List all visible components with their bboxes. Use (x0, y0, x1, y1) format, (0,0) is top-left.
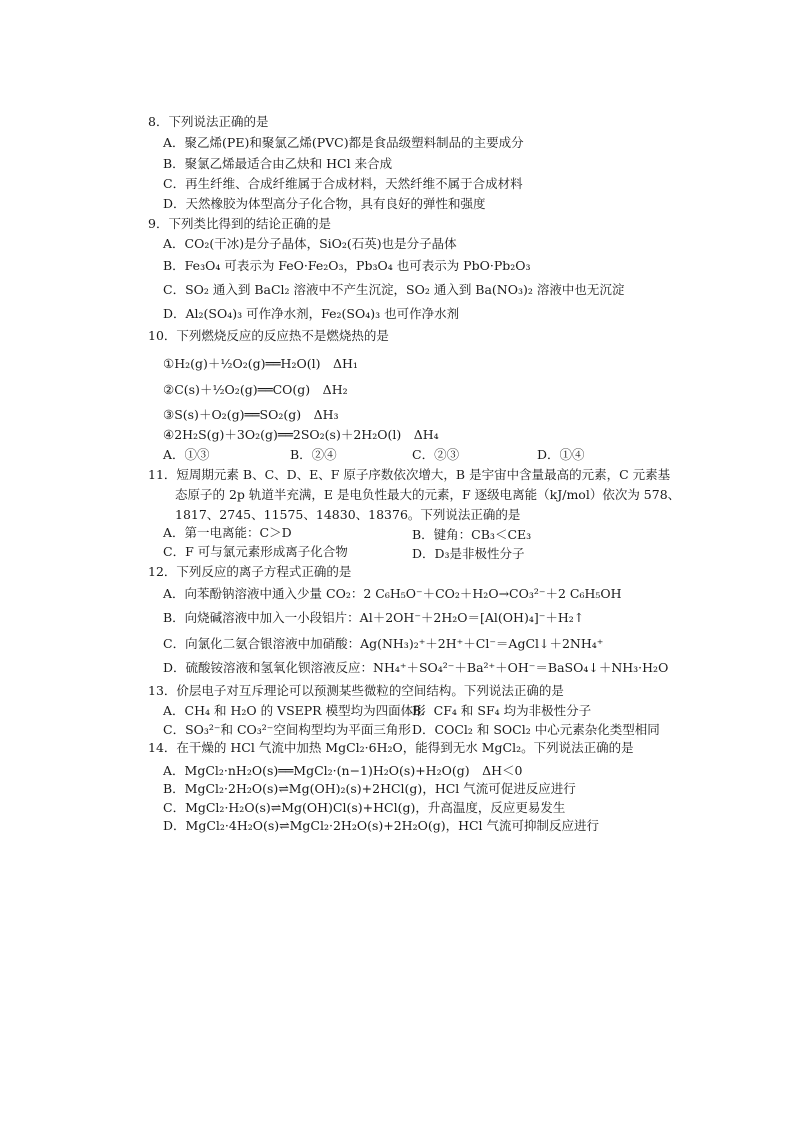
q9-option-c: C．SO₂ 通入到 BaCl₂ 溶液中不产生沉淀，SO₂ 通入到 Ba(NO₃)₂ 溶液中也无沉淀 (163, 282, 625, 297)
q10-option-b: B．②④ (290, 447, 337, 462)
q10-reaction-2: ②C(s)＋½O₂(g)══CO(g) ΔH₂ (163, 382, 348, 397)
q11-option-a: A．第一电离能：C＞D (163, 525, 292, 540)
q13-option-b: B．CF₄ 和 SF₄ 均为非极性分子 (412, 703, 592, 718)
q12-option-c: C．向氯化二氨合银溶液中加硝酸：Ag(NH₃)₂⁺＋2H⁺＋Cl⁻＝AgCl↓＋2NH₄⁺ (163, 636, 604, 651)
q12-option-d: D．硫酸铵溶液和氢氧化钡溶液反应：NH₄⁺＋SO₄²⁻＋Ba²⁺＋OH⁻＝BaSO₄↓＋NH₃·H₂O (163, 660, 669, 675)
q9-option-b: B．Fe₃O₄ 可表示为 FeO·Fe₂O₃，Pb₃O₄ 也可表示为 PbO·Pb₂O₃ (163, 258, 531, 273)
q13-option-d: D．COCl₂ 和 SOCl₂ 中心元素杂化类型相同 (412, 722, 660, 737)
q10-option-d: D．①④ (537, 447, 585, 462)
q14-option-a: A．MgCl₂·nH₂O(s)══MgCl₂·(n−1)H₂O(s)+H₂O(g) ΔH＜0 (163, 763, 523, 778)
q8-option-d: D．天然橡胶为体型高分子化合物，具有良好的弹性和强度 (163, 196, 486, 211)
q10-stem-text: 10．下列燃烧反应的反应热不是燃烧热的是 (148, 328, 389, 343)
q11-stem-line-2: 态原子的 2p 轨道半充满，E 是电负性最大的元素，F 逐级电离能（kJ/mol）依次为 578、 (175, 487, 681, 502)
q10-option-a: A．①③ (163, 447, 210, 462)
q10-reaction-3: ③S(s)＋O₂(g)══SO₂(g) ΔH₃ (163, 407, 339, 422)
q11-option-d: D．D₃是非极性分子 (412, 546, 525, 561)
q10-reaction-1: ①H₂(g)＋½O₂(g)══H₂O(l) ΔH₁ (163, 356, 358, 371)
q10-stem (148, 328, 389, 344)
q8-stem: 8．下列说法正确的是 (148, 114, 269, 129)
q12-option-a: A．向苯酚钠溶液中通入少量 CO₂：2 C₆H₅O⁻＋CO₂＋H₂O→CO₃²⁻＋2 C₆H₅OH (163, 586, 622, 601)
q8-option-c: C．再生纤维、合成纤维属于合成材料，天然纤维不属于合成材料 (163, 176, 523, 191)
q14-option-b: B．MgCl₂·2H₂O(s)⇌Mg(OH)₂(s)+2HCl(g)，HCl 气流可促进反应进行 (163, 781, 576, 796)
q9-option-d: D．Al₂(SO₄)₃ 可作净水剂，Fe₂(SO₄)₃ 也可作净水剂 (163, 306, 460, 321)
q14-stem: 14．在干燥的 HCl 气流中加热 MgCl₂·6H₂O，能得到无水 MgCl₂。下列说法正确的是 (148, 740, 634, 755)
q11-option-c: C．F 可与氯元素形成离子化合物 (163, 544, 348, 559)
q14-option-c: C．MgCl₂·H₂O(s)⇌Mg(OH)Cl(s)+HCl(g)，升高温度，反应更易发生 (163, 800, 566, 815)
q12-stem: 12．下列反应的离子方程式正确的是 (148, 564, 352, 579)
q8-option-b: B．聚氯乙烯最适合由乙炔和 HCl 来合成 (163, 156, 393, 171)
q11-stem-line-1: 11．短周期元素 B、C、D、E、F 原子序数依次增大，B 是宇宙中含量最高的元素，C 元素基 (148, 467, 671, 482)
q10-reaction-4: ④2H₂S(g)＋3O₂(g)══2SO₂(s)＋2H₂O(l) ΔH₄ (163, 427, 439, 442)
q14-option-d: D．MgCl₂·4H₂O(s)⇌MgCl₂·2H₂O(s)+2H₂O(g)，HCl 气流可抑制反应进行 (163, 818, 600, 833)
q11-stem-line-3: 1817、2745、11575、14830、18376。下列说法正确的是 (175, 507, 521, 522)
q13-option-c: C．SO₃²⁻和 CO₃²⁻空间构型均为平面三角形 (163, 722, 411, 737)
q13-option-a: A．CH₄ 和 H₂O 的 VSEPR 模型均为四面体形 (163, 703, 426, 718)
q8-option-a: A．聚乙烯(PE)和聚氯乙烯(PVC)都是食品级塑料制品的主要成分 (163, 135, 524, 150)
q10-option-c: C．②③ (412, 447, 460, 462)
q12-option-b: B．向烧碱溶液中加入一小段铝片：Al＋2OH⁻＋2H₂O＝[Al(OH)₄]⁻＋H₂↑ (163, 610, 585, 625)
q13-stem: 13．价层电子对互斥理论可以预测某些微粒的空间结构。下列说法正确的是 (148, 683, 564, 698)
q11-option-b: B．键角：CB₃＜CE₃ (412, 527, 532, 542)
q9-stem: 9．下列类比得到的结论正确的是 (148, 216, 331, 231)
q9-option-a: A．CO₂(干冰)是分子晶体，SiO₂(石英)也是分子晶体 (163, 236, 457, 251)
